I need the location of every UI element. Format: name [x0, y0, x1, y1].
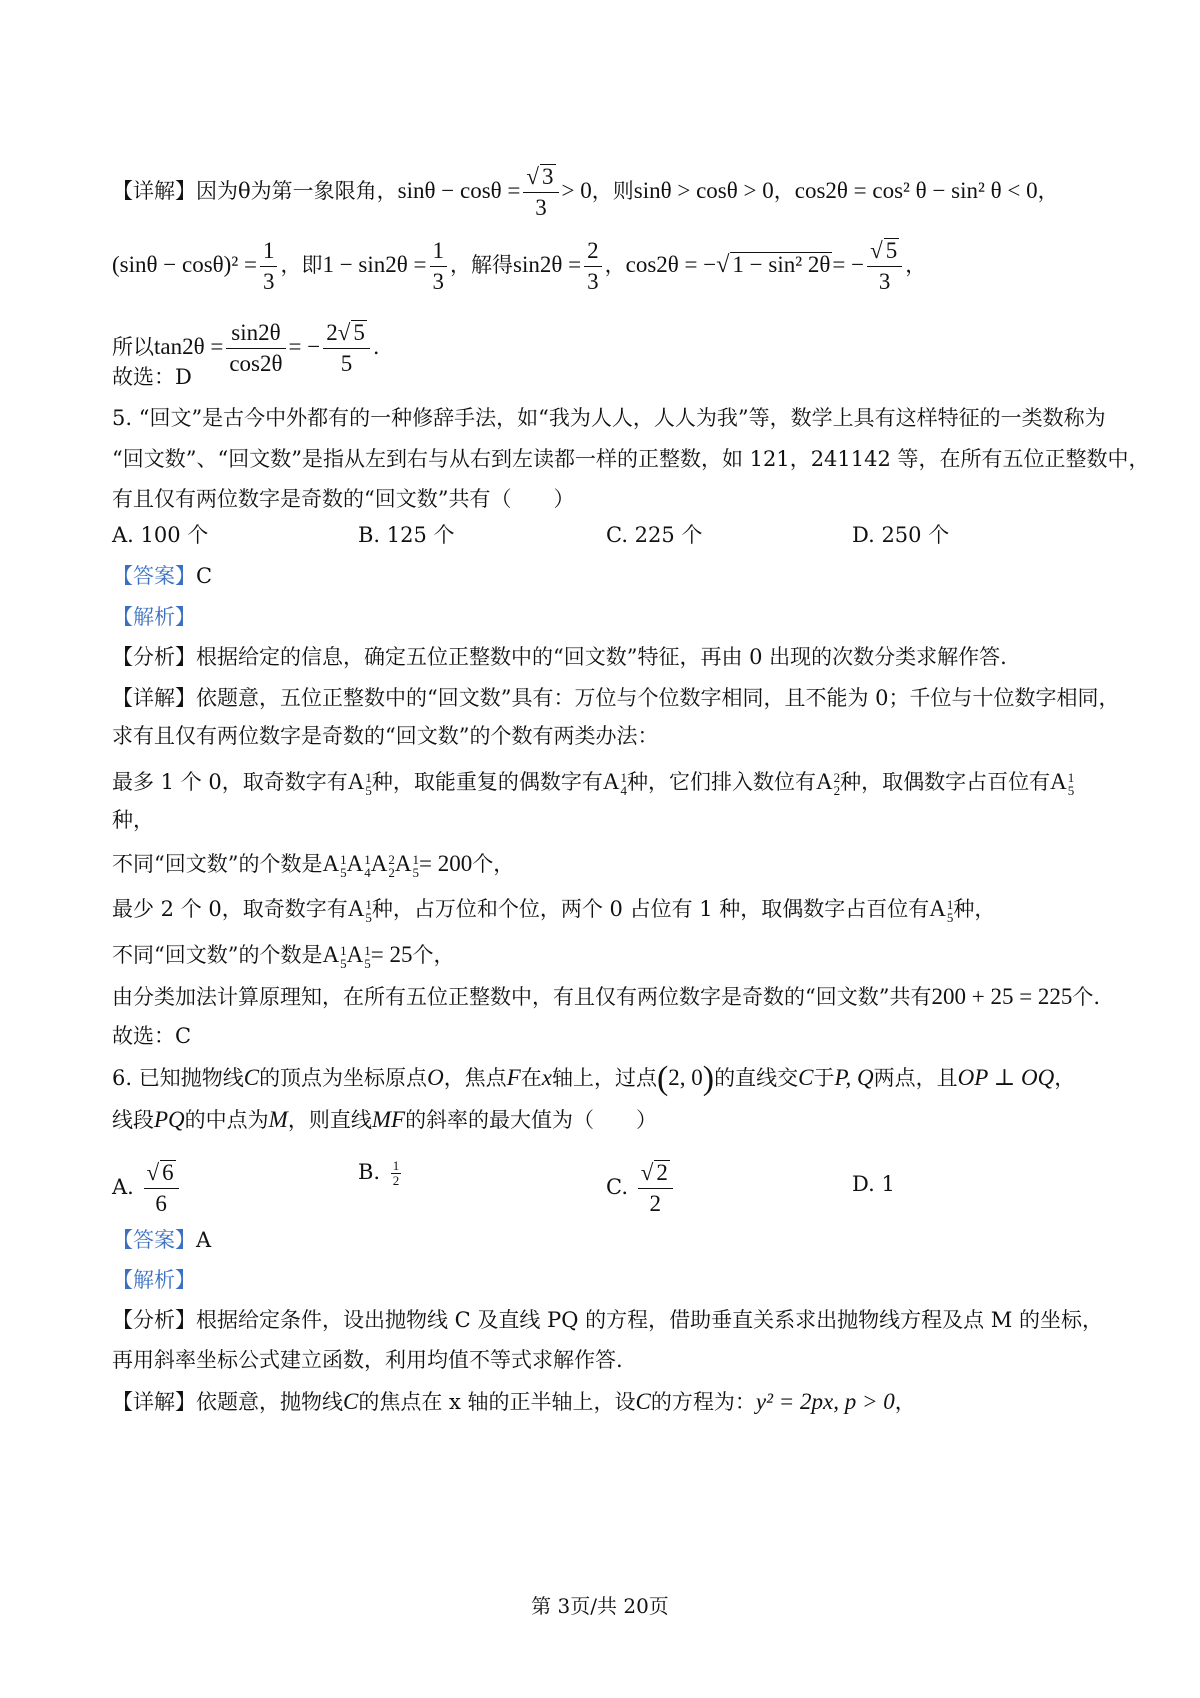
q6-option-c: C. $\frac{√ 2}{2}$ [606, 1158, 676, 1219]
q5-fenxi: 【分析】根据给定的信息，确定五位正整数中的“回文数”特征，再由 0 出现的次数分类求解作答. [112, 645, 1007, 669]
q5-stem-line-1: 5. “回文”是古今中外都有的一种修辞手法，如“我为人人，人人为我”等，数学上具有这样特征的一类数称为 [112, 406, 1106, 430]
q6-option-d: D. 1 [852, 1172, 895, 1196]
q6-option-b: B. $\frac{1}{2}$ [358, 1158, 400, 1188]
q5-option-b: B. 125 个 [358, 523, 455, 547]
q6-option-a: A. $\frac{√ 6}{6}$ [112, 1158, 182, 1219]
q4-choice: 故选：D [112, 365, 192, 389]
page-footer: 第 3页/共 20页 [531, 1594, 669, 1618]
q6-answer: 【答案】A [112, 1228, 212, 1252]
q5-answer: 【答案】C [112, 564, 213, 588]
q6-stem-line-1: 6. 已知抛物线C的顶点为坐标原点O，焦点F在x轴上，过点(2, 0)的直线交C于P, Q两点，且OP ⊥ OQ， [112, 1060, 1076, 1097]
q6-fenxi-line-2: 再用斜率坐标公式建立函数，利用均值不等式求解作答. [112, 1348, 623, 1372]
q5-detail-line-1: 【详解】依题意，五位正整数中的“回文数”具有：万位与个位数字相同，且不能为 0；千位与十位数字相同， [112, 686, 1120, 710]
q5-detail-line-3: 最多 1 个 0，取奇数字有A 1 5 种，取能重复的偶数字有A 1 4 种，它们排入数位有A 2 2 种，取偶数字占百位有A 1 5 [112, 769, 1075, 798]
q6-fenxi-line-1: 【分析】根据给定条件，设出抛物线 C 及直线 PQ 的方程，借助垂直关系求出抛物线方程及点 M 的坐标， [112, 1308, 1103, 1332]
q5-detail-line-8: 由分类加法计算原理知，在所有五位正整数中，有且仅有两位数字是奇数的“回文数”共有200 + 25 = 225个. [112, 984, 1101, 1009]
q6-analysis-label: 【解析】 [112, 1268, 196, 1292]
q6-stem-line-2: 线段PQ的中点为M，则直线MF的斜率的最大值为（ ） [112, 1107, 658, 1132]
q5-detail-line-6: 最少 2 个 0，取奇数字有A 1 5 种，占万位和个位，两个 0 占位有 1 种，取偶数字占百位有A 1 5 种， [112, 896, 996, 925]
q5-stem-line-3: 有且仅有两位数字是奇数的“回文数”共有（ ） [112, 487, 575, 511]
q6-detail-line-1: 【详解】依题意，抛物线C的焦点在 x 轴的正半轴上，设C的方程为：y² = 2px, p > 0， [112, 1389, 916, 1414]
q5-detail-line-7: 不同“回文数”的个数是A 1 5 A 1 5 = 25个， [112, 942, 455, 971]
q5-detail-line-5: 不同“回文数”的个数是A 1 5 A 1 4 A 2 2 A 1 5 = 200个， [112, 851, 515, 880]
q5-option-c: C. 225 个 [606, 523, 703, 547]
q5-option-a: A. 100 个 [112, 523, 209, 547]
q5-analysis-label: 【解析】 [112, 605, 196, 629]
q4-detail-line-3: 所以tan2θ = $\frac{\sin 2\theta}{\cos 2\theta}$ = − $\frac{2√ 5}{5}$ . [112, 320, 380, 376]
q5-detail-line-4: 种， [112, 808, 154, 832]
q4-detail-line-1: 【详解】因为θ为第一象限角，sinθ − cosθ = $\frac{√ 3}{3}$ > 0，则sinθ > cosθ > 0，cos2θ = cos² θ − sin² θ < 0， [112, 162, 1059, 223]
q5-detail-line-2: 求有且仅有两位数字是奇数的“回文数”的个数有两类办法： [112, 724, 659, 748]
q4-detail-line-2: (sinθ − cosθ)² = $\frac{1}{3}$ ，即1 − sin2θ = $\frac{1}{3}$ ，解得sin2θ = $\frac{2}{3}$ ，cos2θ = −√ 1 − sin² 2θ= − $\frac{√ 5}{3}$ ， [112, 238, 927, 294]
q5-stem-line-2: “回文数”、“回文数”是指从左到右与从右到左读都一样的正整数，如 121，241142 等，在所有五位正整数中， [112, 447, 1150, 471]
fraction: $\frac{√ 3}{3}$ [523, 162, 558, 223]
q5-choice: 故选：C [112, 1024, 192, 1048]
q5-option-d: D. 250 个 [852, 523, 950, 547]
